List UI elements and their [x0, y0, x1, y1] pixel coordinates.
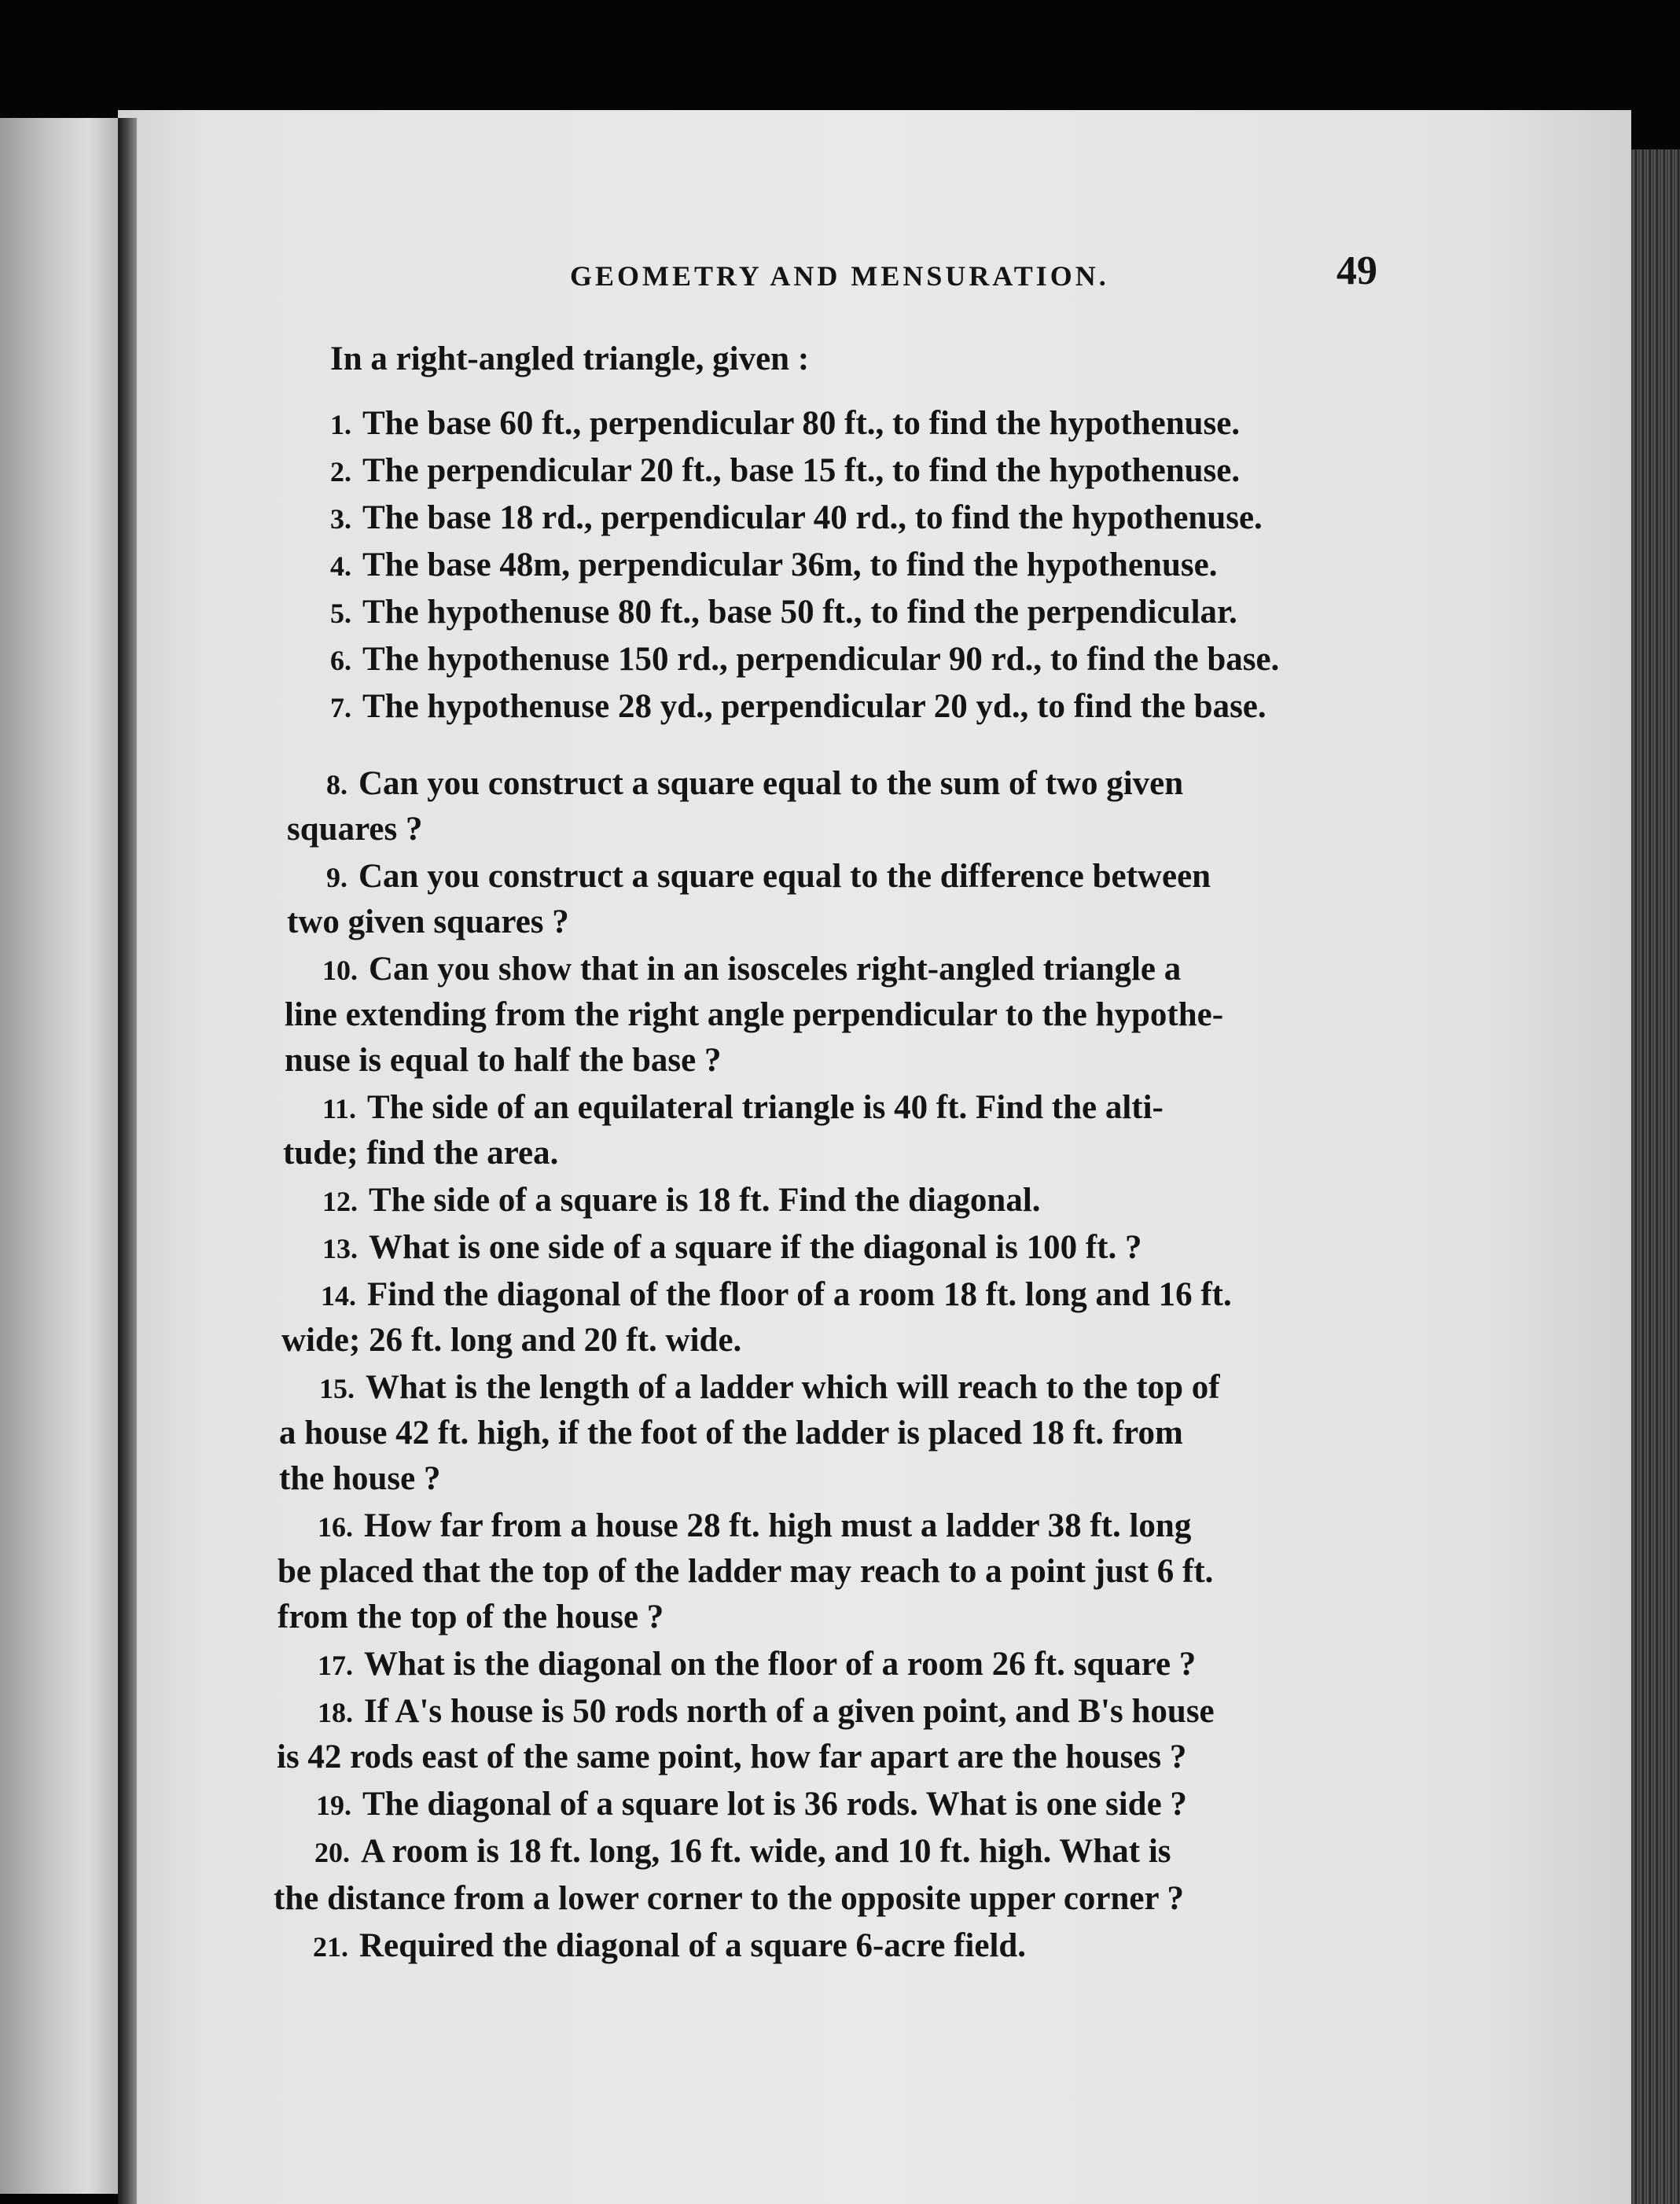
book-gutter — [118, 118, 137, 2204]
running-title: GEOMETRY AND MENSURATION. — [570, 260, 1109, 292]
question-line: line extending from the right angle perpendicular to the hypothe- — [285, 996, 1224, 1033]
facing-page-edge — [0, 118, 118, 2194]
question-line: 13. What is one side of a square if the diagonal is 100 ft. ? — [322, 1229, 1142, 1266]
problem-item: 3. The base 18 rd., perpendicular 40 rd., to find the hypothenuse. — [330, 499, 1263, 536]
question-line: is 42 rods east of the same point, how far apart are the houses ? — [277, 1739, 1187, 1775]
question-line: from the top of the house ? — [278, 1599, 664, 1636]
question-line: 9. Can you construct a square equal to the difference between — [326, 858, 1211, 895]
question-line: 21. Required the diagonal of a square 6-acre field. — [313, 1927, 1027, 1964]
problem-item: 1. The base 60 ft., perpendicular 80 ft., to find the hypothenuse. — [330, 405, 1241, 442]
question-line: wide; 26 ft. long and 20 ft. wide. — [281, 1322, 742, 1359]
question-line: tude; find the area. — [283, 1135, 559, 1172]
question-line: 15. What is the length of a ladder which will reach to the top of — [319, 1369, 1220, 1406]
question-line: two given squares ? — [287, 903, 569, 940]
problem-item: 4. The base 48m, perpendicular 36m, to find the hypothenuse. — [330, 546, 1218, 583]
problem-item: 6. The hypothenuse 150 rd., perpendicular 90 rd., to find the base. — [330, 641, 1280, 678]
problem-item: 5. The hypothenuse 80 ft., base 50 ft., to find the perpendicular. — [330, 594, 1237, 631]
question-line: 19. The diagonal of a square lot is 36 rods. What is one side ? — [316, 1786, 1187, 1823]
question-line: 8. Can you construct a square equal to the sum of two given — [326, 765, 1184, 802]
question-line: 16. How far from a house 28 ft. high must a ladder 38 ft. long — [318, 1507, 1192, 1544]
intro-line: In a right-angled triangle, given : — [330, 340, 810, 377]
question-line: 10. Can you show that in an isosceles right-angled triangle a — [322, 951, 1182, 988]
question-line: squares ? — [287, 811, 423, 848]
question-line: 12. The side of a square is 18 ft. Find the diagonal. — [322, 1182, 1041, 1219]
question-line: the distance from a lower corner to the opposite upper corner ? — [274, 1880, 1185, 1917]
question-line: 18. If A's house is 50 rods north of a given point, and B's house — [318, 1693, 1215, 1730]
question-line: 14. Find the diagonal of the floor of a room 18 ft. long and 16 ft. — [321, 1276, 1232, 1313]
problem-item: 2. The perpendicular 20 ft., base 15 ft., to find the hypothenuse. — [330, 452, 1241, 489]
page-stack-edge — [1631, 149, 1680, 2204]
question-line: 17. What is the diagonal on the floor of a room 26 ft. square ? — [318, 1646, 1197, 1683]
question-line: 11. The side of an equilateral triangle is 40 ft. Find the alti- — [322, 1089, 1164, 1126]
question-line: a house 42 ft. high, if the foot of the ladder is placed 18 ft. from — [279, 1415, 1183, 1452]
page-number: 49 — [1336, 248, 1377, 293]
problem-item: 7. The hypothenuse 28 yd., perpendicular 20 yd., to find the base. — [330, 688, 1266, 725]
question-line: the house ? — [279, 1460, 441, 1497]
question-line: be placed that the top of the ladder may reach to a point just 6 ft. — [278, 1553, 1214, 1590]
question-line: nuse is equal to half the base ? — [285, 1042, 722, 1079]
question-line: 20. A room is 18 ft. long, 16 ft. wide, and 10 ft. high. What is — [314, 1833, 1171, 1870]
